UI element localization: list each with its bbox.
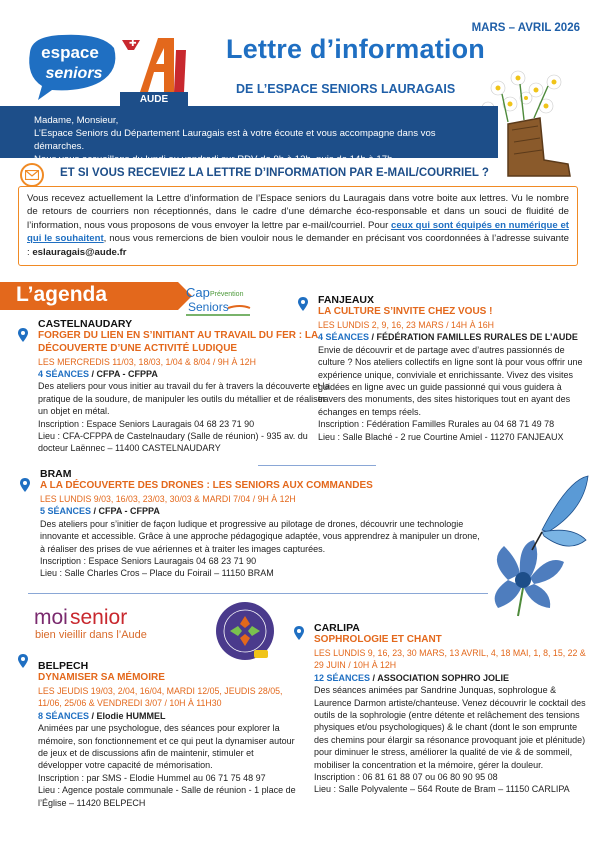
issue-date: MARS – AVRIL 2026 — [471, 22, 580, 34]
event-bram — [40, 468, 480, 580]
cap-logo-line3: Seniors — [188, 300, 229, 314]
event-title: A LA DÉCOUVERTE DES DRONES : LES SENIORS AUX COMMANDES — [40, 480, 373, 492]
event-city: CARLIPA — [314, 622, 360, 634]
cap-logo-line1: Cap — [186, 285, 210, 300]
location-pin-icon — [20, 478, 30, 495]
aude-logo — [118, 32, 190, 106]
event-sessions: 4 SÉANCES — [38, 369, 90, 379]
event-description: Des ateliers pour vous initier au travail du fer à travers la découverte et la pratique de la soudure, de manipuler les outils du métallier et de réaliser un objet en métal. — [38, 381, 330, 417]
atelier-badge-logo — [214, 600, 276, 662]
location-pin-icon — [294, 626, 304, 643]
event-organizer: / CFPA - CFPPA — [91, 506, 160, 517]
svg-text:✚: ✚ — [129, 38, 137, 48]
moisenior-moi: moi — [34, 606, 68, 629]
moisenior-senior: senior — [70, 606, 128, 629]
email-heading: ET SI VOUS RECEVIEZ LA LETTRE D’INFORMATION PAR E-MAIL/COURRIEL ? — [60, 167, 489, 179]
event-dates: LES JEUDIS 19/03, 2/04, 16/04, MARDI 12/05, JEUDIS 28/05, 11/06, 25/06 & VENDREDI 3/07 / 10H À 11H30 — [38, 686, 283, 709]
location-pin-icon — [18, 654, 28, 671]
cap-prevention-seniors-logo — [184, 284, 254, 318]
email-text-2: , nous vous remercions de bien vouloir nous le demander en précisant vos coordonnées à l’adresse suivante : — [27, 233, 569, 258]
event-description: Envie de découvrir et de partage avec d’autres passionnés de culture ? Nos ateliers collectifs en ligne sont là pour vous offrir une expérience unique, conviviale et enrichissante. Vivez des visites guidées en ligne avec un guide passionné qui vous guidera à travers des monuments, des sites historiques tout en ayant des échanges en temps réels. — [318, 344, 583, 417]
event-sessions: 4 SÉANCES — [318, 332, 370, 343]
event-sessions: 12 SÉANCES — [314, 672, 371, 683]
event-inscription: Inscription : par SMS - Elodie Hummel au 06 71 75 48 97 — [38, 772, 266, 783]
page-subtitle: DE L’ESPACE SENIORS LAURAGAIS — [236, 82, 456, 96]
divider — [28, 593, 488, 594]
event-dates: LES LUNDIS 9, 16, 23, 30 MARS, 13 AVRIL, 4, 18 MAI, 1, 8, 15, 22 & 29 JUIN / 10H À 12H — [314, 648, 586, 671]
email-link[interactable]: ceux qui sont équipés en numérique et qui le souhaitent — [27, 219, 569, 245]
event-city: CASTELNAUDARY — [38, 318, 133, 330]
intro-line-1: Madame, Monsieur, — [34, 115, 119, 126]
cap-logo-line2: Prévention — [210, 291, 244, 298]
event-organizer: / FÉDÉRATION FAMILLES RURALES DE L’AUDE — [369, 332, 578, 343]
envelope-icon — [20, 163, 44, 187]
event-location: Lieu : Salle Blaché - 2 rue Courtine Amiel - 11270 FANJEAUX — [318, 431, 564, 442]
event-location: Lieu : CFA-CFPPA de Castelnaudary (Salle de réunion) - 935 av. du docteur Laënnec – 11400 CASTELNAUDARY — [38, 431, 308, 454]
event-location: Lieu : Salle Charles Cros – Place du Foirail – 11150 BRAM — [40, 568, 274, 579]
moisenior-tagline: bien vieillir dans l’Aude — [35, 629, 147, 641]
event-city: BRAM — [40, 468, 72, 480]
event-belpech — [38, 660, 300, 809]
agenda-title: L’agenda — [16, 283, 108, 306]
logo-aude-text: AUDE — [139, 94, 169, 105]
event-dates: LES MERCREDIS 11/03, 18/03, 1/04 & 8/04 / 9H À 12H — [38, 356, 256, 367]
event-organizer: / CFPA - CFPPA — [89, 369, 158, 379]
divider — [258, 465, 376, 466]
event-dates: LES LUNDIS 2, 9, 16, 23 MARS / 14H À 16H — [318, 320, 495, 330]
event-castelnaudary — [38, 318, 338, 455]
event-description: Des séances animées par Sandrine Junquas, sophrologue & Laurence Darmon artiste/chanteuse. Venez découvrir le cocktail des outils de la sophrologie (entre détente et relâchement des tensions physiques et/ou psychologiques) & le chant (dont le son emprunte des chemins pour élargir sa résonance provoquant joie et plénitude) pour diminuer le stress, améliorer la qualité de vie & de sommeil, mobiliser la concentration et la mémoire, gérer la douleur. — [314, 685, 586, 770]
event-carlipa — [314, 622, 586, 796]
event-location: Lieu : Agence postale communale - Salle de réunion - 1 place de l’Église – 11420 BELPECH — [38, 785, 296, 808]
email-notice — [18, 186, 578, 266]
event-city: FANJEAUX — [318, 294, 375, 306]
intro-line-3: Nous vous accueillons du lundi au vendredi sur RDV de 9h à 12h, puis de 14h à 17h. — [34, 154, 396, 165]
location-pin-icon — [18, 328, 28, 345]
event-sessions: 8 SÉANCES — [38, 710, 90, 721]
butterfly-flower-illustration — [468, 470, 592, 618]
logo-es-line2: seniors — [45, 65, 103, 82]
espace-seniors-logo — [22, 30, 122, 104]
event-organizer: / ASSOCIATION SOPHRO JOLIE — [370, 672, 510, 683]
page-title: Lettre d’information — [226, 34, 485, 64]
event-dates: LES LUNDIS 9/03, 16/03, 23/03, 30/03 & MARDI 7/04 / 9H À 12H — [40, 494, 296, 504]
intro-band — [0, 106, 498, 165]
event-inscription: Inscription : Espace Seniors Lauragais 04 68 23 71 90 — [40, 556, 257, 567]
event-description: Des ateliers pour s’initier de façon ludique et progressive au pilotage de drones, découvrir une technologie innovante et accessible. Grâce à une approche pédagogique adaptée, vous apprendrez à manipuler un drone, à réaliser des prises de vue aériennes et à traiter les images capturées. — [40, 518, 480, 554]
email-address[interactable]: eslauragais@aude.fr — [32, 246, 127, 258]
event-title: LA CULTURE S’INVITE CHEZ VOUS ! — [318, 306, 493, 318]
logo-es-line1: espace — [41, 43, 99, 62]
intro-line-2: L’Espace Seniors du Département Lauragais est à votre écoute et vous accompagne dans vos démarches. — [34, 128, 436, 152]
event-inscription: Inscription : Fédération Familles Rurales au 04 68 71 49 78 — [318, 419, 555, 430]
location-pin-icon — [298, 297, 308, 314]
agenda-banner — [0, 282, 178, 310]
event-sessions: 5 SÉANCES — [40, 506, 92, 517]
event-title: DYNAMISER SA MÉMOIRE — [38, 672, 165, 684]
event-inscription: Inscription : Espace Seniors Lauragais 04 68 23 71 90 — [38, 418, 255, 429]
moisenior-logo — [34, 604, 194, 642]
event-organizer: / Elodie HUMMEL — [89, 710, 166, 721]
event-title: FORGER DU LIEN EN S’INITIANT AU TRAVAIL DU FER : LA DÉCOUVERTE D’UNE ACTIVITÉ LUDIQUE — [38, 330, 318, 354]
event-location: Lieu : Salle Polyvalente – 564 Route de Bram – 11150 CARLIPA — [314, 784, 570, 795]
event-inscription: Inscription : 06 81 61 88 07 ou 06 80 90 95 08 — [314, 772, 498, 783]
event-title: SOPHROLOGIE ET CHANT — [314, 634, 442, 646]
email-text-1: Vous recevez actuellement la Lettre d’information de l’Espace seniors du Lauragais dans votre boite aux lettres. Vu le nombre de retours de courriers non réceptionnés, dans le cadre d’une démarche éco-responsable et dans un souci de fluidité de l’information, nous vous proposons de vous envoyer la lettre par e-mail/courriel. Pour — [27, 193, 569, 231]
event-description: Animées par une psychologue, des séances pour explorer la mémoire, son fonctionnement et ce qui peut la dynamiser autour de jeux et de discussions afin de maintenir, stimuler et développer votre capacité de mémorisation. — [38, 723, 295, 771]
event-city: BELPECH — [38, 660, 89, 672]
event-fanjeaux — [318, 294, 588, 443]
